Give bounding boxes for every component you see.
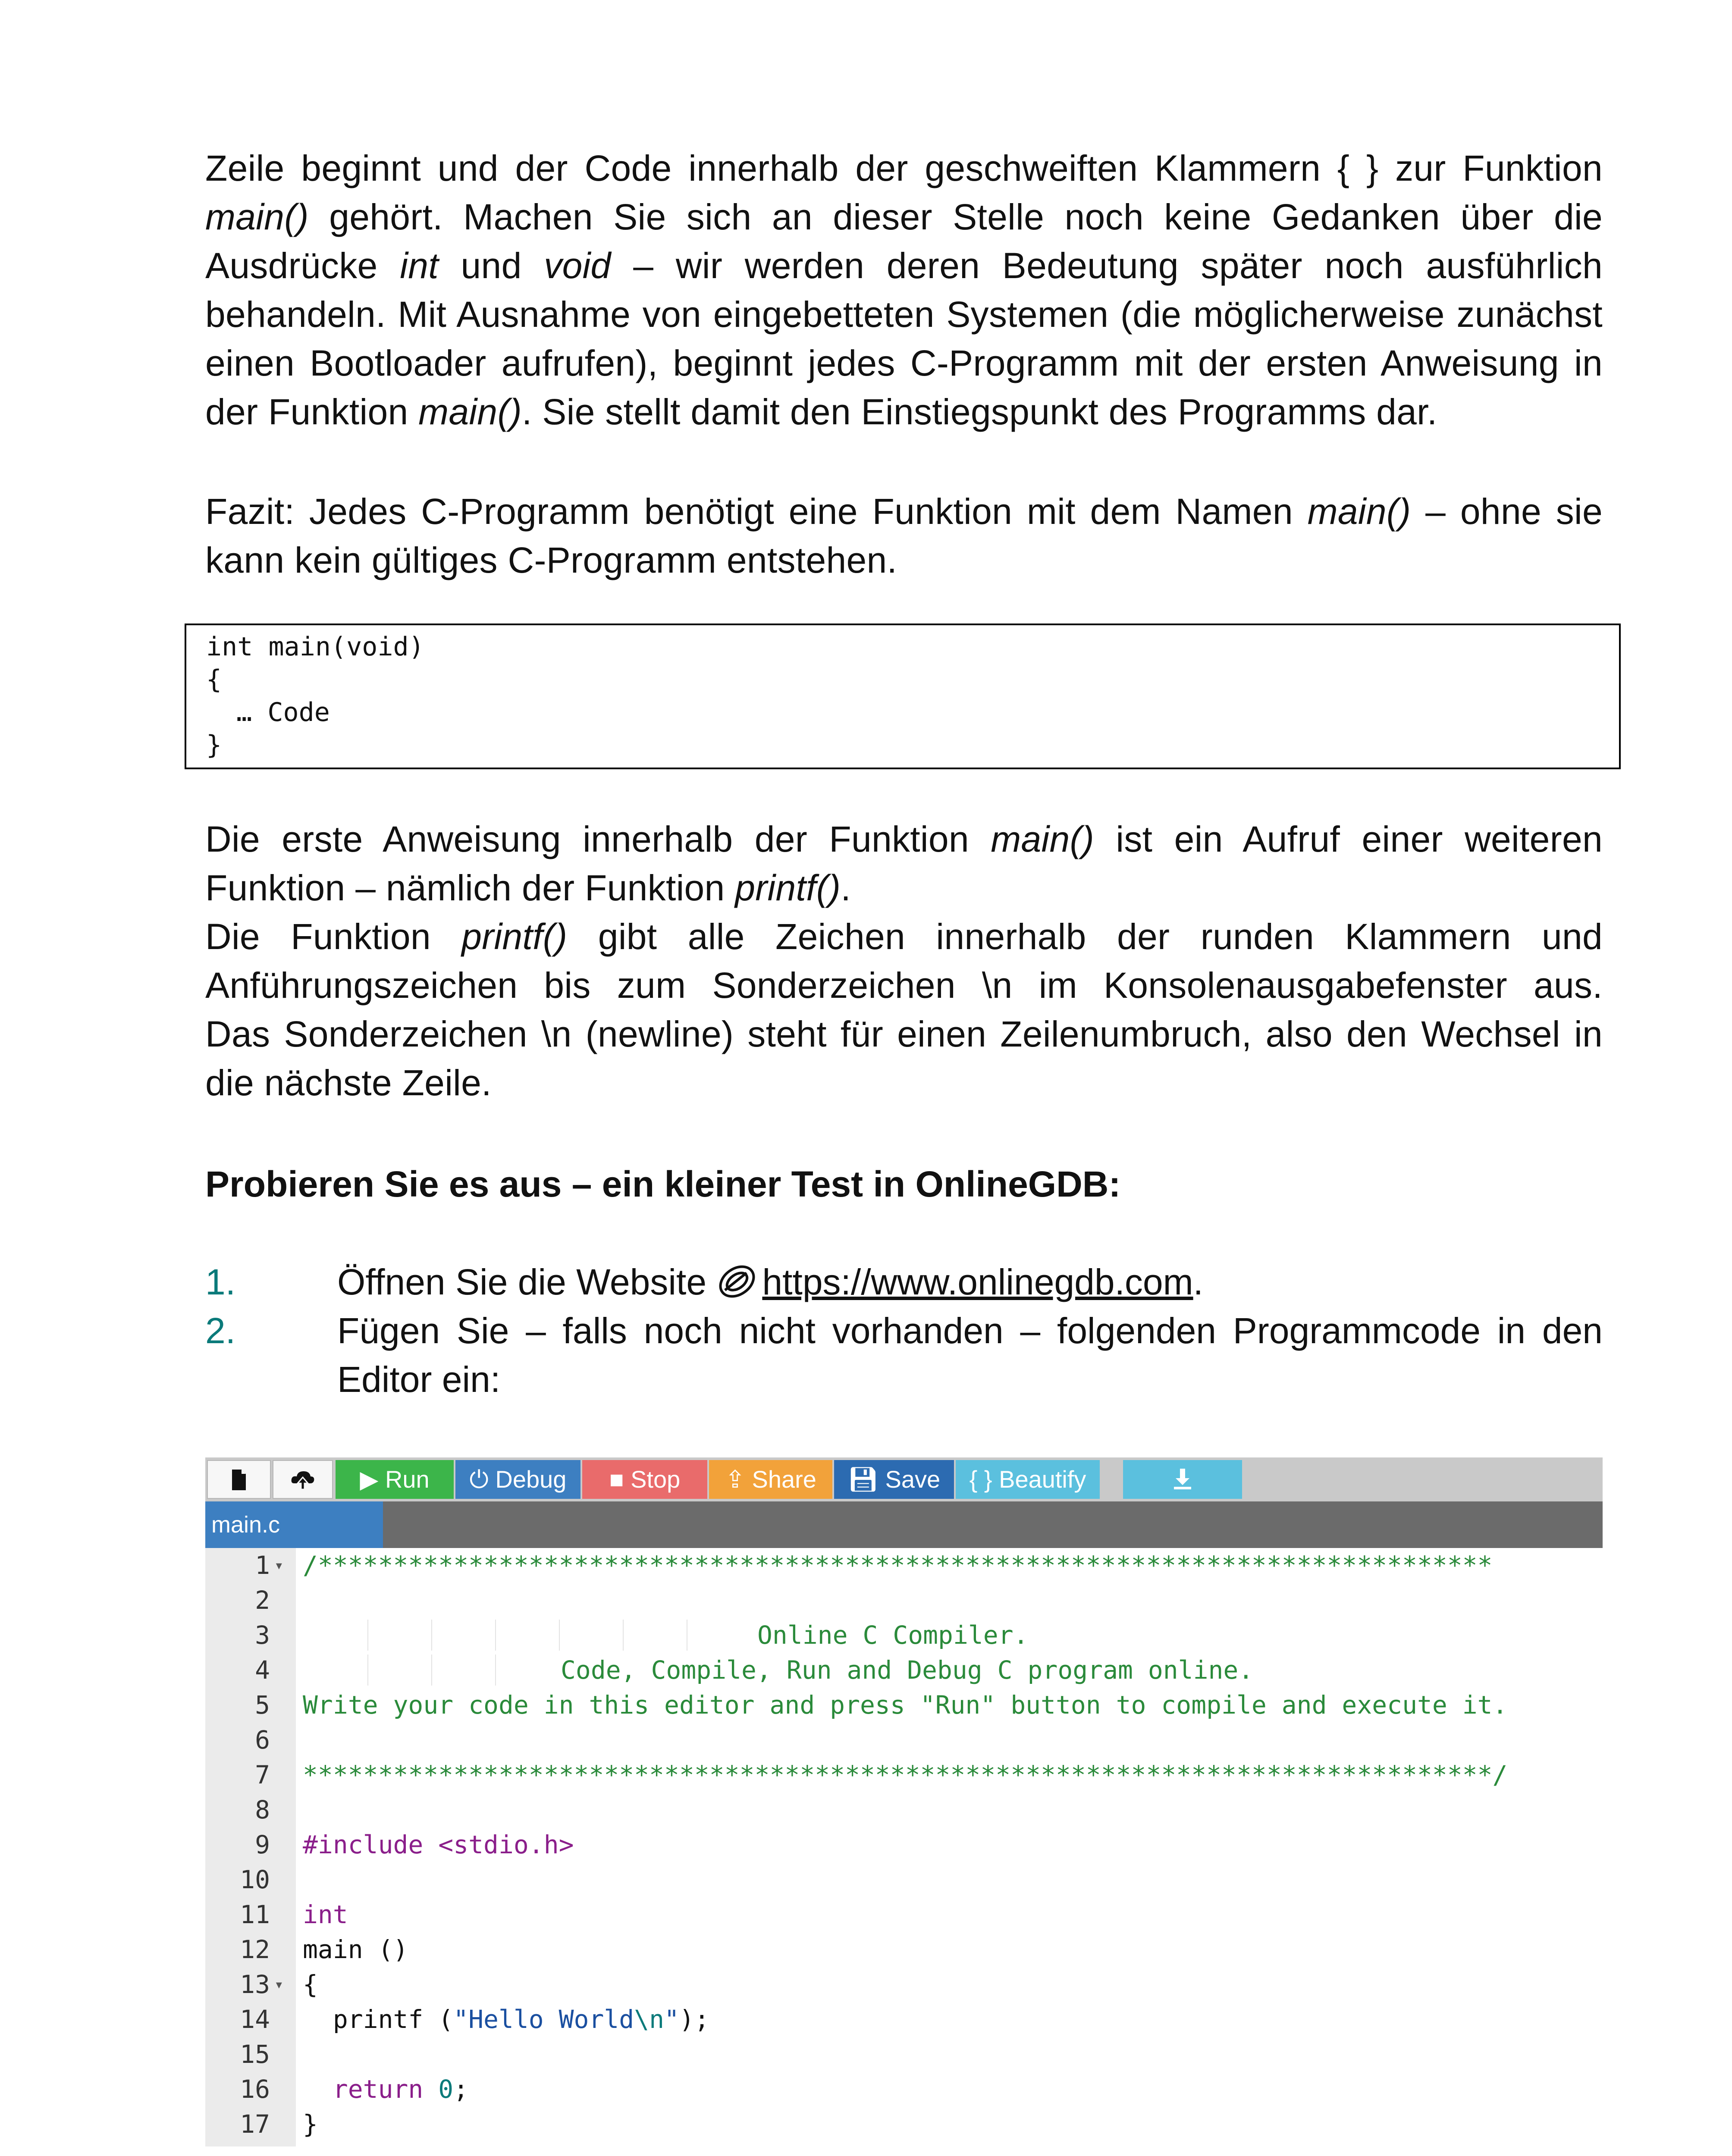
new-file-button[interactable] [207,1460,271,1499]
paragraph-main-intro [205,144,1603,436]
italic-main: main() [991,819,1095,859]
line-number: 5 [255,1690,270,1720]
italic-void: void [544,245,611,286]
stop-icon: ■ [609,1466,631,1493]
italic-printf: printf() [735,868,841,908]
share-button[interactable] [709,1460,832,1499]
file-icon [230,1469,248,1491]
code-row [205,1932,1603,1967]
code-string: "Hello World [453,2005,634,2034]
step-1 [205,1258,1603,1307]
paperclip-link-icon [716,1263,758,1300]
italic-main: main() [1307,491,1411,532]
code-text: *******************************************************************************/ [303,1760,1508,1789]
para3-line1 [205,815,1603,864]
line-number: 2 [255,1586,270,1615]
para3-line3-b: gibt alle Zeichen innerhalb der runden Klammern und [567,916,1603,957]
indent-guide [623,1620,624,1651]
code-text: { [303,1970,318,1999]
code-row [205,1548,1603,1583]
code-number: 0 [438,2075,454,2104]
download-icon [1170,1467,1195,1491]
fold-arrow-icon[interactable]: ▾ [274,1976,284,1993]
code-editor[interactable] [205,1548,1603,2142]
indent-guide [495,1620,496,1651]
para1-line3-b: und [438,245,544,286]
code-punct: ); [679,2005,709,2034]
para1-line3 [205,241,1603,290]
para1-line6-b: . Sie stellt damit den Einstiegspunkt des Programms dar. [522,392,1437,432]
indent-guide [367,1620,368,1651]
line-number: 6 [255,1725,270,1755]
beautify-label: { } Beautify [969,1466,1086,1493]
code-row [205,1792,1603,1827]
line-number: 4 [255,1655,270,1685]
para3-line4: Anführungszeichen bis zum Sonderzeichen \n im Konsolenausgabefenster aus. [205,965,1603,1006]
code-text: /****************************************************************************** [303,1551,1493,1580]
para3-line6: die nächste Zeile. [205,1062,492,1103]
step-text [337,1307,1603,1404]
code-text: Write your code in this editor and press "Run" button to compile and execute it. [303,1690,1508,1720]
italic-int: int [400,245,439,286]
line-number: 10 [240,1865,270,1894]
play-icon: ▶ [360,1466,385,1493]
line-number: 16 [240,2075,270,2104]
para3-line1-b: ist ein Aufruf einer weiteren [1094,819,1603,859]
code-text: } [303,2109,318,2139]
para3-line1-a: Die erste Anweisung innerhalb der Funktion [205,819,991,859]
code-escape: \n [634,2005,665,2034]
tab-main-c[interactable]: main.c [205,1501,383,1548]
code-row [205,1897,1603,1932]
code-text [303,2002,709,2037]
share-icon: ⇪ [725,1466,752,1493]
code-line: } [206,730,222,760]
run-button[interactable] [336,1460,454,1499]
italic-main: main() [418,392,522,432]
line-number: 8 [255,1795,270,1824]
code-string: " [664,2005,679,2034]
line-number: 14 [240,2005,270,2034]
editor-toolbar [205,1457,1603,1501]
step-2 [205,1307,1603,1404]
indent-guide [367,1655,368,1686]
line-number: 17 [240,2109,270,2139]
line-number: 11 [240,1900,270,1929]
paragraph-printf [205,815,1603,1107]
step-number: 2. [205,1310,236,1351]
code-text: int [303,1900,348,1929]
para1-line4: behandeln. Mit Ausnahme von eingebetteten Systemen (die möglicherweise zunächst [205,294,1603,335]
para3-line2-a: Funktion – nämlich der Funktion [205,868,735,908]
run-label: Run [385,1466,430,1493]
code-text: main () [303,1935,408,1964]
code-row [205,2037,1603,2072]
code-line: { [206,664,222,695]
code-text: Code, Compile, Run and Debug C program online. [561,1655,1254,1685]
para3-line2 [205,864,1603,912]
code-row [205,1967,1603,2002]
code-row [205,1723,1603,1758]
para2-line2: kann kein gültiges C-Programm entstehen. [205,540,897,580]
save-icon: 💾︎ [847,1466,885,1493]
line-number: 9 [255,1830,270,1859]
code-row [205,1862,1603,1897]
para3-line3-a: Die Funktion [205,916,462,957]
debug-icon: ⏻ [469,1466,496,1493]
upload-button[interactable] [273,1460,333,1499]
stop-label: Stop [631,1466,681,1493]
step-2-line2: Editor ein: [337,1359,501,1400]
indent-guide [431,1620,432,1651]
fold-arrow-icon[interactable]: ▾ [274,1557,284,1574]
indent-guide [559,1620,560,1651]
code-row [205,1583,1603,1618]
para1-line3-c: – wir werden deren Bedeutung später noch ausführlich [611,245,1603,286]
debug-label: Debug [495,1466,567,1493]
indent-guide [495,1655,496,1686]
para1-line5: einen Bootloader aufrufen), beginnt jedes C-Programm mit der ersten Anweisung in [205,343,1603,383]
onlinegdb-editor-screenshot [205,1457,1603,2147]
step-number: 1. [205,1262,236,1302]
italic-main: main() [205,197,309,237]
save-button[interactable] [834,1460,954,1499]
para1-line1: Zeile beginnt und der Code innerhalb der geschweiften Klammern { } zur Funktion [205,148,1603,188]
code-row [205,1827,1603,1862]
code-text [303,2072,468,2107]
file-tab-bar [205,1501,1603,1548]
code-text: Online C Compiler. [757,1620,1029,1650]
share-label: Share [752,1466,816,1493]
paragraph-fazit [205,487,1603,585]
save-label: Save [885,1466,941,1493]
line-number: 15 [240,2040,270,2069]
code-text: #include <stdio.h> [303,1830,574,1859]
code-row [205,2002,1603,2037]
line-number: 1 [255,1551,270,1580]
para2-line1-b: – ohne sie [1411,491,1603,532]
para2-line1-a: Fazit: Jedes C-Programm benötigt eine Funktion mit dem Namen [205,491,1308,532]
code-line: … Code [221,697,330,727]
code-printf: printf ( [303,2005,454,2034]
line-number: 13 [240,1970,270,1999]
code-row [205,1688,1603,1723]
debug-button[interactable] [455,1460,580,1499]
para1-line3-a: Ausdrücke [205,245,400,286]
para1-line6 [205,388,1603,436]
para1-line2 [205,193,1603,241]
step-2-line1: Fügen Sie – falls noch nicht vorhanden – folgenden Programmcode in den [337,1310,1603,1351]
step-1-text: Öffnen Sie die Website [337,1262,717,1302]
code-line: int main(void) [206,632,424,662]
onlinegdb-link[interactable]: https://www.onlinegdb.com [762,1262,1193,1302]
code-row [205,2072,1603,2107]
step-1-period: . [1193,1262,1203,1302]
indent-guide [431,1655,432,1686]
para1-line6-a: der Funktion [205,392,419,432]
line-number: 7 [255,1760,270,1789]
italic-printf: printf() [461,916,568,957]
para2-line1 [205,487,1603,536]
download-button[interactable] [1123,1460,1242,1499]
code-row [205,1758,1603,1792]
code-punct: ; [453,2075,469,2104]
step-text [337,1258,1603,1307]
line-number: 3 [255,1620,270,1650]
line-number: 12 [240,1935,270,1964]
code-row [205,1653,1603,1688]
para3-line3 [205,912,1603,961]
section-heading: Probieren Sie es aus – ein kleiner Test in OnlineGDB: [205,1164,1121,1204]
code-example-box [185,624,1621,769]
stop-button[interactable] [582,1460,707,1499]
para3-line2-b: . [841,868,851,908]
code-keyword: return [303,2075,424,2104]
upload-icon [290,1469,316,1491]
code-row [205,2107,1603,2142]
para3-line5: Das Sonderzeichen \n (newline) steht für einen Zeilenumbruch, also den Wechsel in [205,1014,1603,1054]
para1-line2-text: gehört. Machen Sie sich an dieser Stelle noch keine Gedanken über die [308,197,1603,237]
beautify-button[interactable] [956,1460,1100,1499]
code-row [205,1618,1603,1653]
